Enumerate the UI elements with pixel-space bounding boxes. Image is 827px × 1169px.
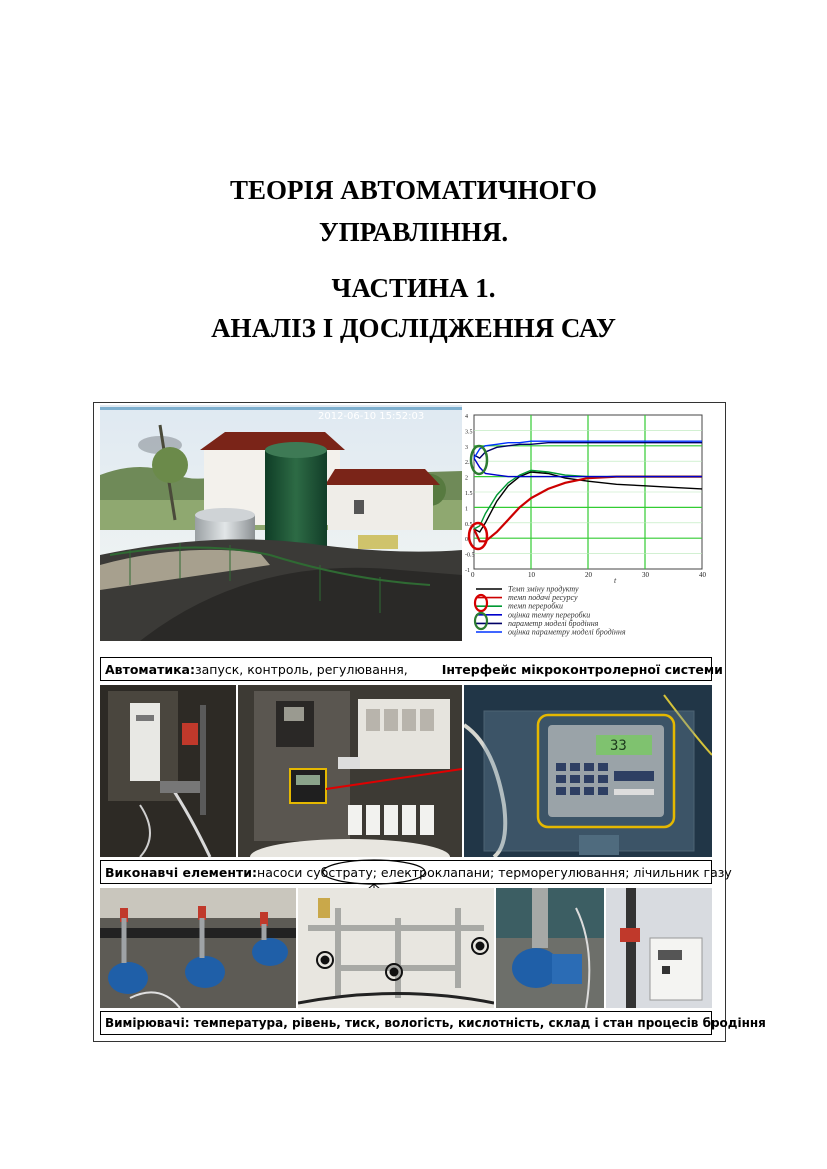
chart-y-tick-label: 2 (465, 475, 468, 482)
controller-display-value: 33 (610, 738, 627, 754)
chart-y-tick-label: 3 (465, 444, 468, 451)
interface-caption: Інтерфейс мікроконтролерної системи (441, 661, 723, 677)
chart-x-tick-label: 10 (528, 571, 535, 579)
biogas-plant-photo (100, 405, 462, 641)
chart-x-axis-label: t (614, 576, 617, 585)
actuators-label: Виконавчі елементи: (105, 864, 258, 880)
chart-x-tick-label: 40 (699, 571, 706, 579)
title-line-1: ТЕОРІЯ АВТОМАТИЧНОГО (229, 175, 598, 205)
automatics-label: Автоматика: (105, 661, 195, 677)
title-line-3: ЧАСТИНА 1. (331, 273, 496, 303)
controller-closeup-illustration (464, 685, 712, 857)
automatics-text: запуск, контроль, регулювання, (195, 661, 408, 677)
biogas-plant-illustration (100, 405, 462, 641)
electric-cabinet-photo (100, 685, 236, 857)
sensors-text: Вимірювачі: температура, рівень, тиск, вологість, кислотність, склад і стан процесів бродіння (105, 1016, 766, 1030)
electrovalves-oval (323, 860, 425, 884)
chart-legend-label: темп подачі ресурсу (508, 593, 578, 603)
chart-x-tick-label: 30 (642, 571, 649, 579)
gas-meter-illustration (606, 888, 712, 1008)
valves-illustration (298, 888, 494, 1008)
valves-photo (298, 888, 494, 1008)
photo-timestamp: 2012-06-10 15:52:03 (318, 411, 425, 422)
control-panel-photo (238, 685, 462, 857)
chart-legend-label: параметр моделі бродіння (508, 618, 599, 628)
chart-y-tick-label: 2.5 (465, 460, 473, 467)
actuators-text: насоси субстрату; електроклапани; терморегулювання; лічильник газу (257, 864, 732, 880)
title-line-2: УПРАВЛІННЯ. (318, 217, 509, 247)
simulation-chart (464, 405, 712, 645)
title-line-4: АНАЛІЗ І ДОСЛІДЖЕННЯ САУ (211, 313, 616, 343)
pumps-photo (100, 888, 296, 1008)
chart-legend-label: Темп зміну продукту (508, 584, 579, 594)
control-panel-illustration (238, 685, 462, 857)
chart-y-tick-label: 0 (465, 537, 468, 544)
chart-x-tick-label: 20 (585, 571, 592, 579)
chart-y-tick-label: 1 (465, 506, 468, 513)
chart-x-tick-label: 0 (471, 571, 475, 579)
chart-y-tick-label: -0.5 (465, 552, 475, 559)
chart-y-tick-label: 0.5 (465, 521, 473, 528)
sensors-caption (100, 1011, 766, 1035)
chart-legend-label: темп переробки (508, 601, 563, 611)
gas-meter-photo (606, 888, 712, 1008)
chart-y-tick-label: 4 (465, 414, 468, 420)
chart-y-tick-label: -1 (465, 568, 470, 574)
chart-legend-label: оцінка параметру моделі бродіння (508, 627, 626, 637)
electric-cabinet-illustration (100, 685, 236, 857)
pump-closeup-illustration (496, 888, 604, 1008)
automatics-caption (100, 657, 723, 681)
chart-legend-label: оцінка темпу переробки (508, 610, 591, 620)
pumps-illustration (100, 888, 296, 1008)
figure-collage (93, 402, 766, 1042)
simulation-chart-panel (464, 405, 712, 645)
controller-closeup-photo (464, 685, 712, 857)
pump-closeup-photo (496, 888, 604, 1008)
chart-y-tick-label: 3.5 (465, 429, 473, 436)
chart-y-tick-label: 1.5 (465, 491, 473, 497)
